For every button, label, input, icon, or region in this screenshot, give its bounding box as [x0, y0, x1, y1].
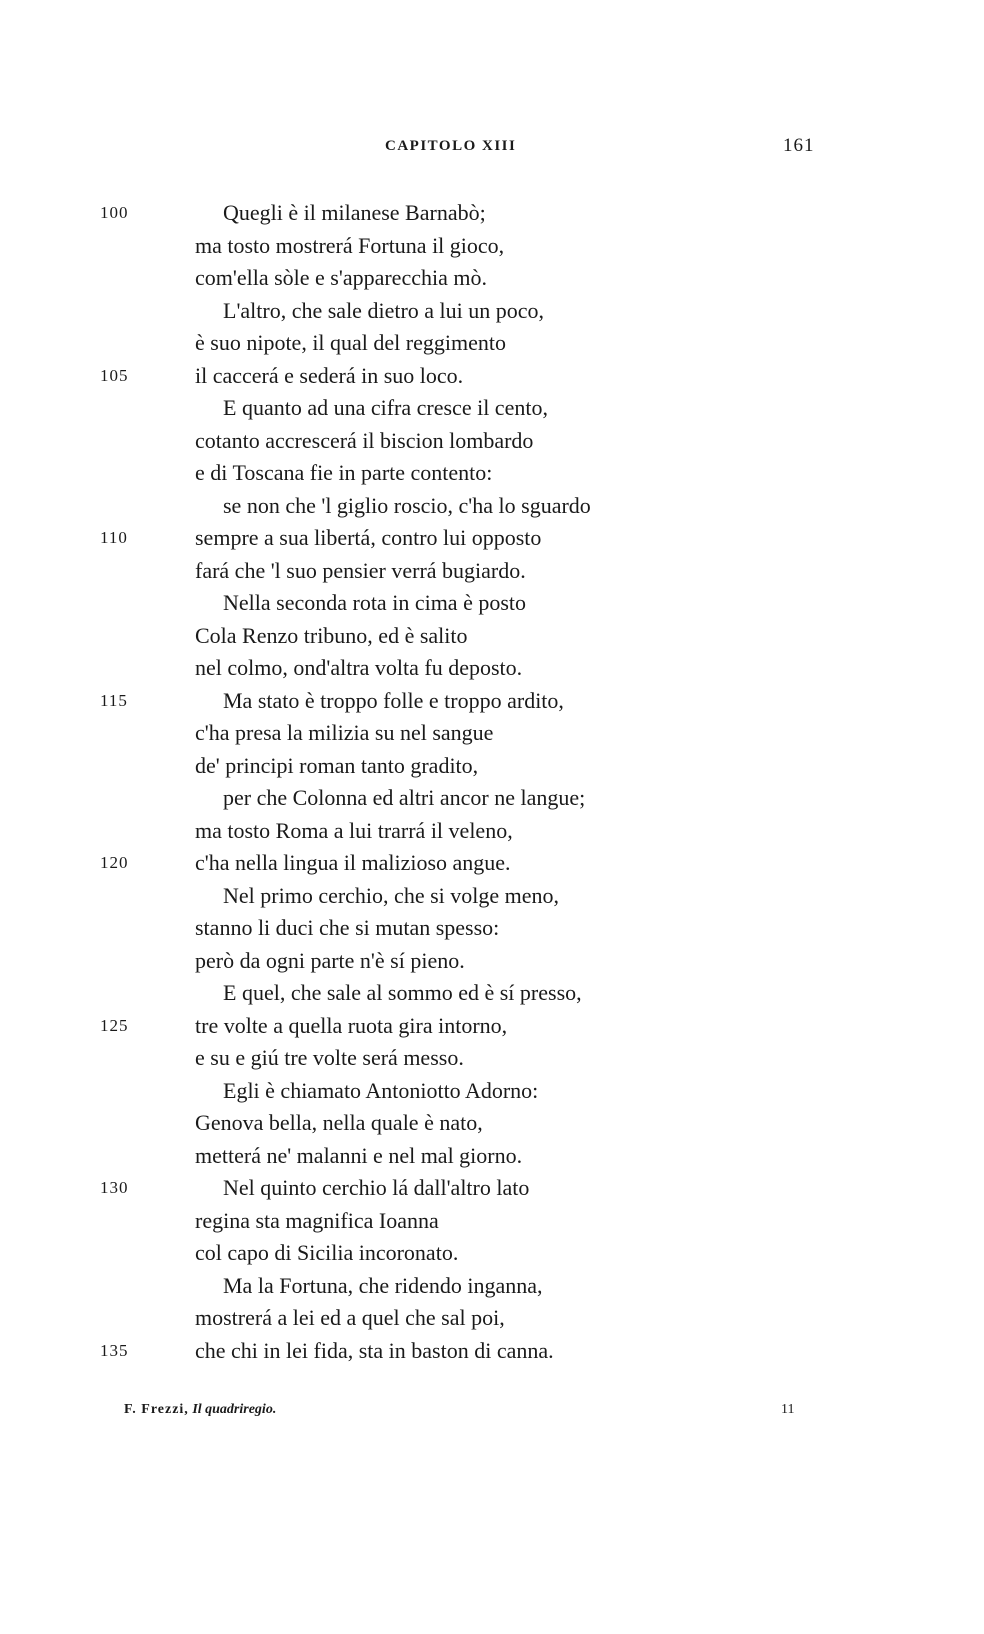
verse-text: cotanto accrescerá il biscion lombardo [195, 427, 534, 453]
verse-line [0, 1270, 984, 1303]
verse-text: ma tosto Roma a lui trarrá il veleno, [195, 817, 513, 843]
running-head [0, 135, 984, 164]
verse-text: col capo di Sicilia incoronato. [195, 1240, 459, 1265]
verse-block [0, 197, 984, 1367]
verse-text: ma tosto mostrerá Fortuna il gioco, [195, 232, 505, 258]
verse-line [0, 262, 984, 295]
line-number: 125 [100, 1015, 129, 1035]
verse-text: Nel primo cerchio, che si volge meno, [223, 882, 560, 908]
verse-text: mostrerá a lei ed a quel che sal poi, [195, 1305, 505, 1330]
verse-line [0, 327, 984, 360]
line-number: 115 [100, 690, 128, 710]
verse-text: però da ogni parte n'è sí pieno. [195, 947, 465, 973]
verse-line [0, 1302, 984, 1335]
page-footer [0, 1402, 984, 1426]
verse-line [0, 782, 984, 815]
verse-line [0, 457, 984, 490]
verse-line [0, 1172, 984, 1205]
verse-line [0, 912, 984, 945]
verse-line [0, 977, 984, 1010]
verse-line [0, 1010, 984, 1043]
verse-line [0, 295, 984, 328]
line-number: 135 [100, 1340, 129, 1360]
verse-text: de' principi roman tanto gradito, [195, 752, 479, 778]
line-number: 105 [100, 365, 129, 385]
verse-text: Ma la Fortuna, che ridendo inganna, [223, 1272, 543, 1298]
verse-text: Quegli è il milanese Barnabò; [223, 200, 486, 225]
verse-line [0, 880, 984, 913]
footer-author: F. Frezzi, [124, 1402, 189, 1417]
verse-text: Cola Renzo tribuno, ed è salito [195, 622, 468, 648]
verse-line [0, 1042, 984, 1075]
verse-line [0, 717, 984, 750]
verse-line [0, 1140, 984, 1173]
line-number: 120 [100, 853, 129, 872]
verse-line [0, 230, 984, 263]
verse-text: Ma stato è troppo folle e troppo ardito, [223, 687, 564, 713]
verse-text: c'ha presa la milizia su nel sangue [195, 720, 494, 745]
verse-line [0, 555, 984, 588]
verse-text: fará che 'l suo pensier verrá bugiardo. [195, 557, 526, 583]
verse-line [0, 1075, 984, 1108]
verse-line [0, 1237, 984, 1270]
verse-line [0, 490, 984, 523]
verse-text: Egli è chiamato Antoniotto Adorno: [223, 1077, 539, 1103]
verse-line [0, 360, 984, 393]
verse-line [0, 392, 984, 425]
verse-text: e su e giú tre volte será messo. [195, 1045, 464, 1070]
verse-text: c'ha nella lingua il malizioso angue. [195, 850, 511, 875]
verse-text: che chi in lei fida, sta in baston di canna. [195, 1337, 554, 1363]
verse-text: tre volte a quella ruota gira intorno, [195, 1012, 508, 1038]
verse-line [0, 587, 984, 620]
verse-text: il caccerá e sederá in suo loco. [195, 362, 464, 388]
verse-line [0, 750, 984, 783]
verse-line [0, 1205, 984, 1238]
verse-text: sempre a sua libertá, contro lui opposto [195, 525, 542, 550]
verse-text: E quel, che sale al sommo ed è sí presso, [223, 980, 582, 1005]
verse-line [0, 1107, 984, 1140]
verse-text: è suo nipote, il qual del reggimento [195, 330, 506, 355]
verse-text: Nella seconda rota in cima è posto [223, 590, 527, 615]
footer-work: Il quadriregio. [192, 1402, 277, 1417]
verse-text: E quanto ad una cifra cresce il cento, [223, 395, 548, 420]
verse-text: L'altro, che sale dietro a lui un poco, [223, 297, 545, 323]
verse-line [0, 815, 984, 848]
verse-line [0, 425, 984, 458]
verse-text: e di Toscana fie in parte contento: [195, 460, 493, 485]
footer-credit [124, 1402, 276, 1418]
verse-text: nel colmo, ond'altra volta fu deposto. [195, 655, 523, 680]
verse-line [0, 847, 984, 880]
verse-text: metterá ne' malanni e nel mal giorno. [195, 1142, 523, 1168]
verse-text: regina sta magnifica Ioanna [195, 1207, 439, 1233]
line-number: 110 [100, 528, 128, 547]
line-number: 130 [100, 1178, 129, 1197]
verse-line [0, 945, 984, 978]
verse-line [0, 197, 984, 230]
verse-text: se non che 'l giglio roscio, c'ha lo sguardo [223, 492, 591, 518]
page-number: 161 [783, 135, 815, 156]
verse-text: Nel quinto cerchio lá dall'altro lato [223, 1175, 530, 1200]
verse-text: per che Colonna ed altri ancor ne langue; [223, 785, 586, 810]
verse-line [0, 685, 984, 718]
signature-mark: 11 [781, 1402, 795, 1417]
verse-text: Genova bella, nella quale è nato, [195, 1110, 483, 1135]
verse-text: com'ella sòle e s'apparecchia mò. [195, 265, 487, 290]
verse-line [0, 1335, 984, 1368]
verse-text: stanno li duci che si mutan spesso: [195, 915, 500, 940]
verse-line [0, 652, 984, 685]
chapter-title: CAPITOLO XIII [385, 138, 517, 154]
verse-line [0, 522, 984, 555]
line-number: 100 [100, 203, 129, 222]
verse-line [0, 620, 984, 653]
